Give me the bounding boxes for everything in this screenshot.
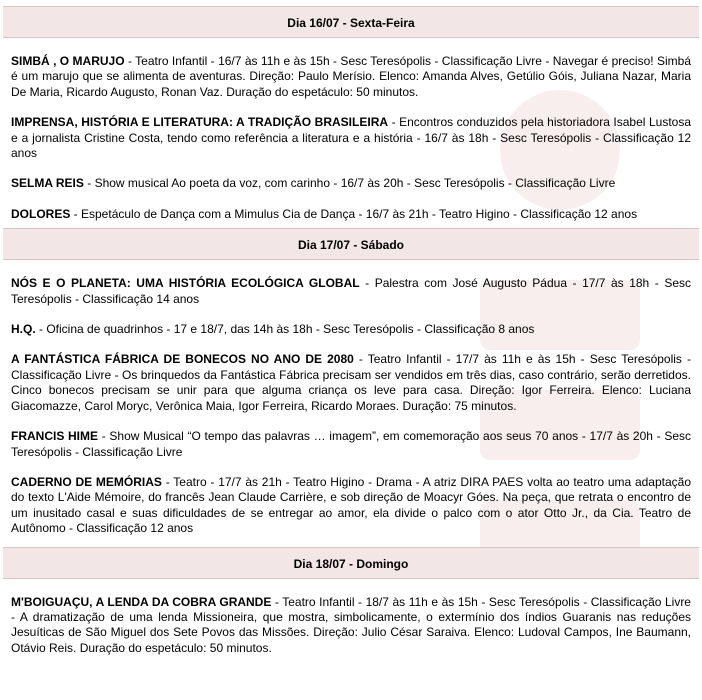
- event-item: [3, 475, 699, 537]
- event-item: [3, 115, 699, 161]
- event-name: IMPRENSA, HISTÓRIA E LITERATURA: A TRADIÇÃO BRASILEIRA: [11, 115, 389, 130]
- event-name: CADERNO DE MEMÓRIAS: [11, 474, 162, 489]
- event-item: [3, 207, 699, 222]
- event-description: - Teatro Infantil - 17/7 às 11h e às 15h - Sesc Teresópolis - Classificação Livre - Os brinquedos da Fantástica Fábrica precisam ser vendidos em três dias, caso contrário, serão derretidos. Cinco bonecos precisam se unir para que alguma criança os leve para casa. Direção: Igor Ferreira. Elenco: Luciana Giacomazze, Carol Moryc, Verônica Maia, Igor Ferreira, Ricardo Moraes. Duração: 75 minutos.: [11, 352, 691, 413]
- event-description: - Teatro Infantil - 18/7 às 11h e às 15h - Sesc Teresópolis - Classificação Livre - A dramatização de uma lenda Missioneira, que mostra, simbolicamente, o extermínio dos índios Guaranis nas reduções Jesuíticas de São Miguel dos Sete Povos das Missões. Direção: Julio César Saraiva. Elenco: Ludoval Campos, Ine Baumann, Otávio Reis. Duração do espetáculo: 50 minutos.: [11, 594, 691, 655]
- event-item: [3, 322, 699, 337]
- event-name: NÓS E O PLANETA: UMA HISTÓRIA ECOLÓGICA GLOBAL: [11, 276, 360, 291]
- event-description: - Show Musical “O tempo das palavras … imagem”, em comemoração aos seus 70 anos - 17/7 às 20h - Sesc Teresópolis - Classificação Livre: [11, 429, 691, 459]
- event-item: [3, 352, 699, 414]
- event-name: SIMBÁ , O MARUJO: [11, 54, 125, 68]
- day-header-18-07: Dia 18/07 - Domingo: [3, 547, 699, 579]
- day-header-17-07: Dia 17/07 - Sábado: [3, 228, 699, 260]
- event-description: - Teatro - 17/7 às 21h - Teatro Higino - Drama - A atriz DIRA PAES volta ao teatro uma adaptação do texto L'Aide Mémoire, do francês Jean Claude Carrière, e sob direção de Moacyr Góes. Na peça, que retrata o encontro de um inusitado casal e suas dificuldades de se entregar ao amor, ela divide o palco com o ator Otto Jr., da Cia. Teatro de Autônomo - Classificação 12 anos: [11, 474, 691, 536]
- event-description: - Palestra com José Augusto Pádua - 17/7 às 18h - Sesc Teresópolis - Classificação 14 anos: [11, 276, 691, 306]
- event-name: SELMA REIS: [11, 176, 84, 191]
- event-description: - Teatro Infantil - 16/7 às 11h e às 15h - Sesc Teresópolis - Classificação Livre - Navegar é preciso! Simbá é um marujo que se alimenta de aventuras. Direção: Paulo Merísio. Elenco: Amanda Alves, Getúlio Góis, Juliana Nazar, Maria De Maria, Ricardo Augusto, Ronan Vaz. Duração do espetáculo: 50 minutos.: [11, 54, 692, 99]
- event-item: [3, 595, 699, 657]
- event-item: [3, 54, 699, 100]
- event-description: - Show musical Ao poeta da voz, com carinho - 16/7 às 20h - Sesc Teresópolis - Classificação Livre: [83, 176, 616, 191]
- event-item: [3, 276, 699, 307]
- event-description: - Espetáculo de Dança com a Mimulus Cia de Dança - 16/7 às 21h - Teatro Higino - Classificação 12 anos: [70, 206, 638, 221]
- event-description: - Oficina de quadrinhos - 17 e 18/7, das 14h às 18h - Sesc Teresópolis - Classificação 8 anos: [35, 322, 535, 337]
- event-item: [3, 176, 699, 191]
- event-name: M'BOIGUAÇU, A LENDA DA COBRA GRANDE: [11, 594, 272, 609]
- event-name: A FANTÁSTICA FÁBRICA DE BONECOS NO ANO DE 2080: [11, 352, 354, 367]
- event-item: [3, 429, 699, 460]
- event-name: FRANCIS HIME: [11, 429, 99, 444]
- event-name: H.Q.: [11, 322, 36, 337]
- day-header-16-07: Dia 16/07 - Sexta-Feira: [3, 6, 699, 38]
- event-name: DOLORES: [11, 206, 71, 221]
- event-schedule: [3, 6, 699, 656]
- event-description: - Encontros conduzidos pela historiadora Isabel Lustosa e a jornalista Cristine Costa, tendo como referência a literatura e a história - 16/7 às 18h - Sesc Teresópolis - Classificação 12 anos: [11, 115, 691, 161]
